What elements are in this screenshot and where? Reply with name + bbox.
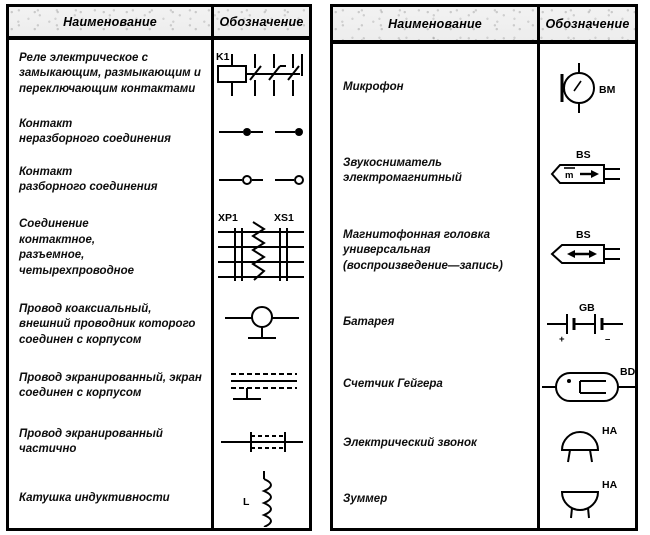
label-line: контактное,	[19, 233, 96, 246]
label-line: (воспроизведение—запись)	[343, 259, 503, 272]
row-label	[9, 108, 211, 156]
table-row	[333, 210, 635, 292]
table-row	[333, 292, 635, 354]
table-row	[333, 44, 635, 132]
row-label	[333, 292, 537, 354]
inductor-designator: L	[242, 496, 249, 508]
right-header-symbol: Обозначение	[537, 7, 635, 40]
label-line: Счетчик Гейгера	[343, 378, 443, 391]
left-table	[6, 4, 312, 531]
row-symbol	[537, 416, 635, 472]
label-line: четырехпроводное	[19, 264, 135, 277]
right-header-name: Наименование	[388, 16, 482, 31]
row-symbol	[537, 44, 635, 132]
geiger-designator: BD	[620, 366, 636, 378]
inductor-coil-symbol	[217, 471, 307, 527]
label-line: Провод экранированный	[19, 427, 163, 440]
bell-designator: HA	[601, 425, 617, 437]
label-line: разъемное,	[19, 249, 85, 261]
row-symbol	[537, 132, 635, 210]
right-table-header-row	[333, 7, 635, 44]
table-row	[9, 204, 309, 292]
row-symbol	[537, 354, 640, 416]
electric-bell-symbol	[550, 422, 626, 466]
label-line: внешний проводник которого	[19, 318, 196, 331]
relay-with-contacts-symbol	[214, 46, 310, 102]
buzzer-designator: HA	[601, 479, 617, 491]
buzzer-symbol	[550, 478, 626, 522]
row-label	[9, 156, 211, 204]
right-table	[330, 4, 638, 531]
label-line: Провод коаксиальный,	[19, 302, 152, 315]
row-symbol	[211, 40, 310, 108]
label-line: Зуммер	[343, 493, 388, 506]
shielded-wire-grounded-symbol	[217, 364, 307, 408]
label-line: замыкающим, размыкающим и	[19, 67, 201, 80]
socket-designator: XS1	[273, 212, 294, 224]
row-label	[333, 210, 537, 292]
label-line: соединен с корпусом	[19, 333, 142, 346]
label-line: Контакт	[19, 117, 73, 130]
left-table-header-row	[9, 7, 309, 40]
row-label	[333, 354, 537, 416]
row-label	[9, 414, 211, 470]
row-symbol	[211, 108, 309, 156]
row-label	[333, 416, 537, 472]
pickup-designator: BS	[575, 149, 591, 161]
left-header-symbol: Обозначение	[211, 7, 309, 36]
left-header-name: Наименование	[63, 14, 157, 29]
row-symbol	[211, 204, 309, 292]
row-symbol	[211, 156, 309, 204]
label-line: универсальная	[343, 244, 431, 257]
label-line: Провод экранированный, экран	[19, 371, 202, 384]
row-label	[9, 358, 211, 414]
row-label	[333, 44, 537, 132]
label-line: переключающим контактами	[19, 82, 196, 95]
row-symbol	[211, 358, 309, 414]
geiger-counter-symbol	[540, 363, 640, 407]
label-line: Электрический звонок	[343, 437, 477, 450]
table-row	[9, 470, 309, 528]
table-row	[9, 156, 309, 204]
label-line: разборного соединения	[19, 181, 158, 193]
row-label	[9, 40, 211, 108]
table-row	[333, 132, 635, 210]
row-label	[9, 204, 211, 292]
table-row	[333, 416, 635, 472]
row-label	[9, 470, 211, 528]
battery-negative-label: –	[604, 334, 610, 345]
microphone-symbol	[546, 59, 630, 117]
row-symbol	[211, 470, 309, 528]
label-line: Звукосниматель	[343, 156, 443, 169]
row-symbol	[537, 210, 635, 292]
battery-positive-label: +	[558, 334, 565, 345]
pickup-mode-label: m	[564, 170, 573, 181]
row-symbol	[537, 472, 635, 528]
battery-designator: GB	[578, 302, 595, 314]
row-label	[9, 292, 211, 358]
table-row	[9, 358, 309, 414]
row-label	[333, 132, 537, 210]
right-table-body	[333, 44, 635, 528]
label-line: соединен с корпусом	[19, 387, 142, 399]
universal-tape-head-symbol	[546, 226, 630, 276]
permanent-joint-contact-symbol	[217, 122, 307, 142]
row-symbol	[537, 292, 635, 354]
battery-symbol	[543, 300, 633, 346]
label-line: Соединение	[19, 218, 89, 230]
left-table-body	[9, 40, 309, 528]
label-line: Микрофон	[343, 81, 404, 94]
microphone-designator: BM	[598, 84, 615, 96]
table-row	[9, 414, 309, 470]
row-label	[333, 472, 537, 528]
row-symbol	[211, 414, 309, 470]
label-line: частично	[19, 443, 77, 455]
table-row	[9, 292, 309, 358]
relay-designator: K1	[216, 51, 230, 63]
label-line: Катушка индуктивности	[19, 492, 170, 505]
label-line: неразборного соединения	[19, 133, 171, 145]
table-row	[9, 40, 309, 108]
table-row	[333, 354, 635, 416]
partially-shielded-wire-symbol	[217, 426, 307, 458]
table-row	[333, 472, 635, 528]
four-wire-detachable-connector-symbol	[216, 210, 308, 286]
tape-head-designator: BS	[575, 229, 591, 241]
row-symbol	[211, 292, 309, 358]
label-line: Контакт	[19, 165, 73, 178]
plug-designator: XP1	[217, 212, 238, 224]
label-line: Реле электрическое с	[19, 51, 148, 64]
detachable-joint-contact-symbol	[217, 170, 307, 190]
label-line: Магнитофонная головка	[343, 228, 490, 241]
electromagnetic-pickup-symbol	[546, 146, 630, 196]
coaxial-cable-grounded-symbol	[217, 300, 307, 350]
label-line: электромагнитный	[343, 172, 462, 184]
table-row	[9, 108, 309, 156]
label-line: Батарея	[343, 316, 395, 329]
